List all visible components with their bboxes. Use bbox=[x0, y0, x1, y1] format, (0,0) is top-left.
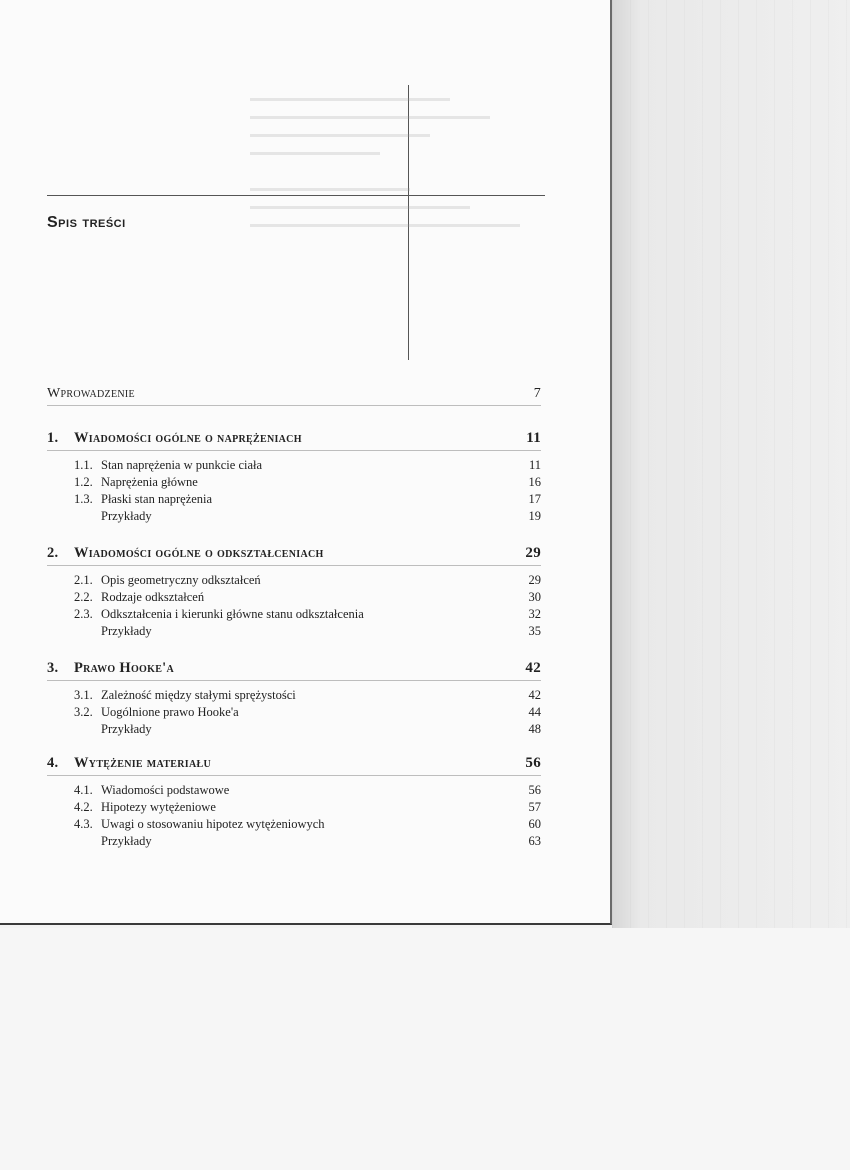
chapter-heading[interactable] bbox=[47, 430, 541, 451]
chapter-4 bbox=[47, 755, 541, 850]
entry-page-number: 17 bbox=[528, 492, 541, 506]
chapter-number: 2. bbox=[47, 545, 59, 561]
entry-title: Opis geometryczny odkształceń bbox=[101, 573, 261, 587]
entry-number: 4.3. bbox=[74, 817, 93, 831]
entry-page-number: 48 bbox=[528, 722, 541, 736]
entry-number: 2.3. bbox=[74, 607, 93, 621]
entry-page-number: 57 bbox=[528, 800, 541, 814]
entry-page-number: 60 bbox=[528, 817, 541, 831]
toc-entry[interactable] bbox=[47, 457, 541, 474]
toc-entry[interactable] bbox=[47, 799, 541, 816]
chapter-page-number: 29 bbox=[525, 545, 541, 561]
toc-entry[interactable] bbox=[47, 572, 541, 589]
chapter-heading[interactable] bbox=[47, 660, 541, 681]
entry-title: Rodzaje odkształceń bbox=[101, 590, 205, 604]
toc-entry[interactable] bbox=[47, 491, 541, 508]
toc-entry[interactable] bbox=[47, 589, 541, 606]
intro-title: Wprowadzenie bbox=[47, 386, 135, 401]
entry-page-number: 35 bbox=[528, 624, 541, 638]
entry-number: 2.2. bbox=[74, 590, 93, 604]
entry-title: Wiadomości podstawowe bbox=[101, 783, 230, 797]
chapter-page-number: 11 bbox=[526, 430, 541, 446]
entry-number: 4.2. bbox=[74, 800, 93, 814]
show-through-texture: ▬▬▬▬▬▬▬▬▬▬▬▬▬▬▬▬▬▬▬▬ ▬▬▬▬▬▬▬▬▬▬▬▬▬▬▬▬▬▬▬▬▬▬▬▬ ▬▬▬▬▬▬▬▬▬▬▬▬▬▬▬▬▬▬ ▬▬▬▬▬▬▬▬▬▬▬▬▬ ▬▬▬▬▬▬▬▬▬▬▬▬▬▬▬▬ ▬▬▬▬▬▬▬▬▬▬▬▬▬▬▬▬▬▬▬▬▬▬ ▬▬▬▬▬▬▬▬▬▬▬▬▬▬▬▬▬▬▬▬▬▬▬▬▬▬▬ bbox=[250, 93, 520, 230]
chapter-title: Prawo Hooke'a bbox=[74, 660, 175, 676]
entry-number: 2.1. bbox=[74, 573, 93, 587]
entry-title: Przykłady bbox=[101, 834, 152, 848]
toc-entry[interactable] bbox=[47, 833, 541, 850]
toc-entry[interactable] bbox=[47, 508, 541, 525]
chapter-title: Wytężenie materiału bbox=[74, 755, 211, 771]
toc-entry[interactable] bbox=[47, 623, 541, 640]
chapter-number: 1. bbox=[47, 430, 59, 446]
entry-number: 1.3. bbox=[74, 492, 93, 506]
entry-page-number: 16 bbox=[528, 475, 541, 489]
chapter-number: 4. bbox=[47, 755, 59, 771]
entry-title: Uwagi o stosowaniu hipotez wytężeniowych bbox=[101, 817, 325, 831]
entry-number: 1.2. bbox=[74, 475, 93, 489]
chapter-1 bbox=[47, 430, 541, 525]
entry-title: Uogólnione prawo Hooke'a bbox=[101, 705, 239, 719]
entry-page-number: 42 bbox=[528, 688, 541, 702]
entry-title: Zależność między stałymi sprężystości bbox=[101, 688, 296, 702]
entry-page-number: 44 bbox=[528, 705, 541, 719]
toc-entry[interactable] bbox=[47, 704, 541, 721]
entry-title: Odkształcenia i kierunki główne stanu odkształcenia bbox=[101, 607, 364, 621]
chapter-heading[interactable] bbox=[47, 545, 541, 566]
scanner-background-bottom bbox=[0, 928, 850, 1170]
entry-title: Naprężenia główne bbox=[101, 475, 198, 489]
entry-page-number: 11 bbox=[528, 458, 541, 472]
chapter-title: Wiadomości ogólne o odkształceniach bbox=[74, 545, 324, 561]
entry-number: 3.1. bbox=[74, 688, 93, 702]
toc-entry[interactable] bbox=[47, 474, 541, 491]
toc-entry[interactable] bbox=[47, 816, 541, 833]
entry-page-number: 30 bbox=[528, 590, 541, 604]
toc-entry[interactable] bbox=[47, 721, 541, 738]
chapter-page-number: 42 bbox=[525, 660, 541, 676]
entry-page-number: 32 bbox=[528, 607, 541, 621]
entry-page-number: 63 bbox=[528, 834, 541, 848]
chapter-heading[interactable] bbox=[47, 755, 541, 776]
toc-title: Spis treści bbox=[47, 214, 126, 231]
entry-title: Płaski stan naprężenia bbox=[101, 492, 213, 506]
entry-number: 4.1. bbox=[74, 783, 93, 797]
entry-title: Stan naprężenia w punkcie ciała bbox=[101, 458, 263, 472]
entry-title: Hipotezy wytężeniowe bbox=[101, 800, 216, 814]
chapter-title: Wiadomości ogólne o naprężeniach bbox=[74, 430, 302, 446]
entry-number: 3.2. bbox=[74, 705, 93, 719]
chapter-2 bbox=[47, 545, 541, 640]
toc-entry[interactable] bbox=[47, 606, 541, 623]
toc-entry[interactable] bbox=[47, 687, 541, 704]
entry-title: Przykłady bbox=[101, 624, 152, 638]
chapter-number: 3. bbox=[47, 660, 59, 676]
toc-intro-row[interactable] bbox=[47, 386, 541, 406]
entry-title: Przykłady bbox=[101, 722, 152, 736]
entry-title: Przykłady bbox=[101, 509, 152, 523]
entry-page-number: 19 bbox=[528, 509, 541, 523]
chapter-3 bbox=[47, 660, 541, 738]
toc-entry[interactable] bbox=[47, 782, 541, 799]
scanner-background-right bbox=[612, 0, 850, 930]
chapter-page-number: 56 bbox=[525, 755, 541, 771]
entry-page-number: 29 bbox=[528, 573, 541, 587]
entry-page-number: 56 bbox=[528, 783, 541, 797]
intro-page-number: 7 bbox=[533, 386, 541, 401]
entry-number: 1.1. bbox=[74, 458, 93, 472]
